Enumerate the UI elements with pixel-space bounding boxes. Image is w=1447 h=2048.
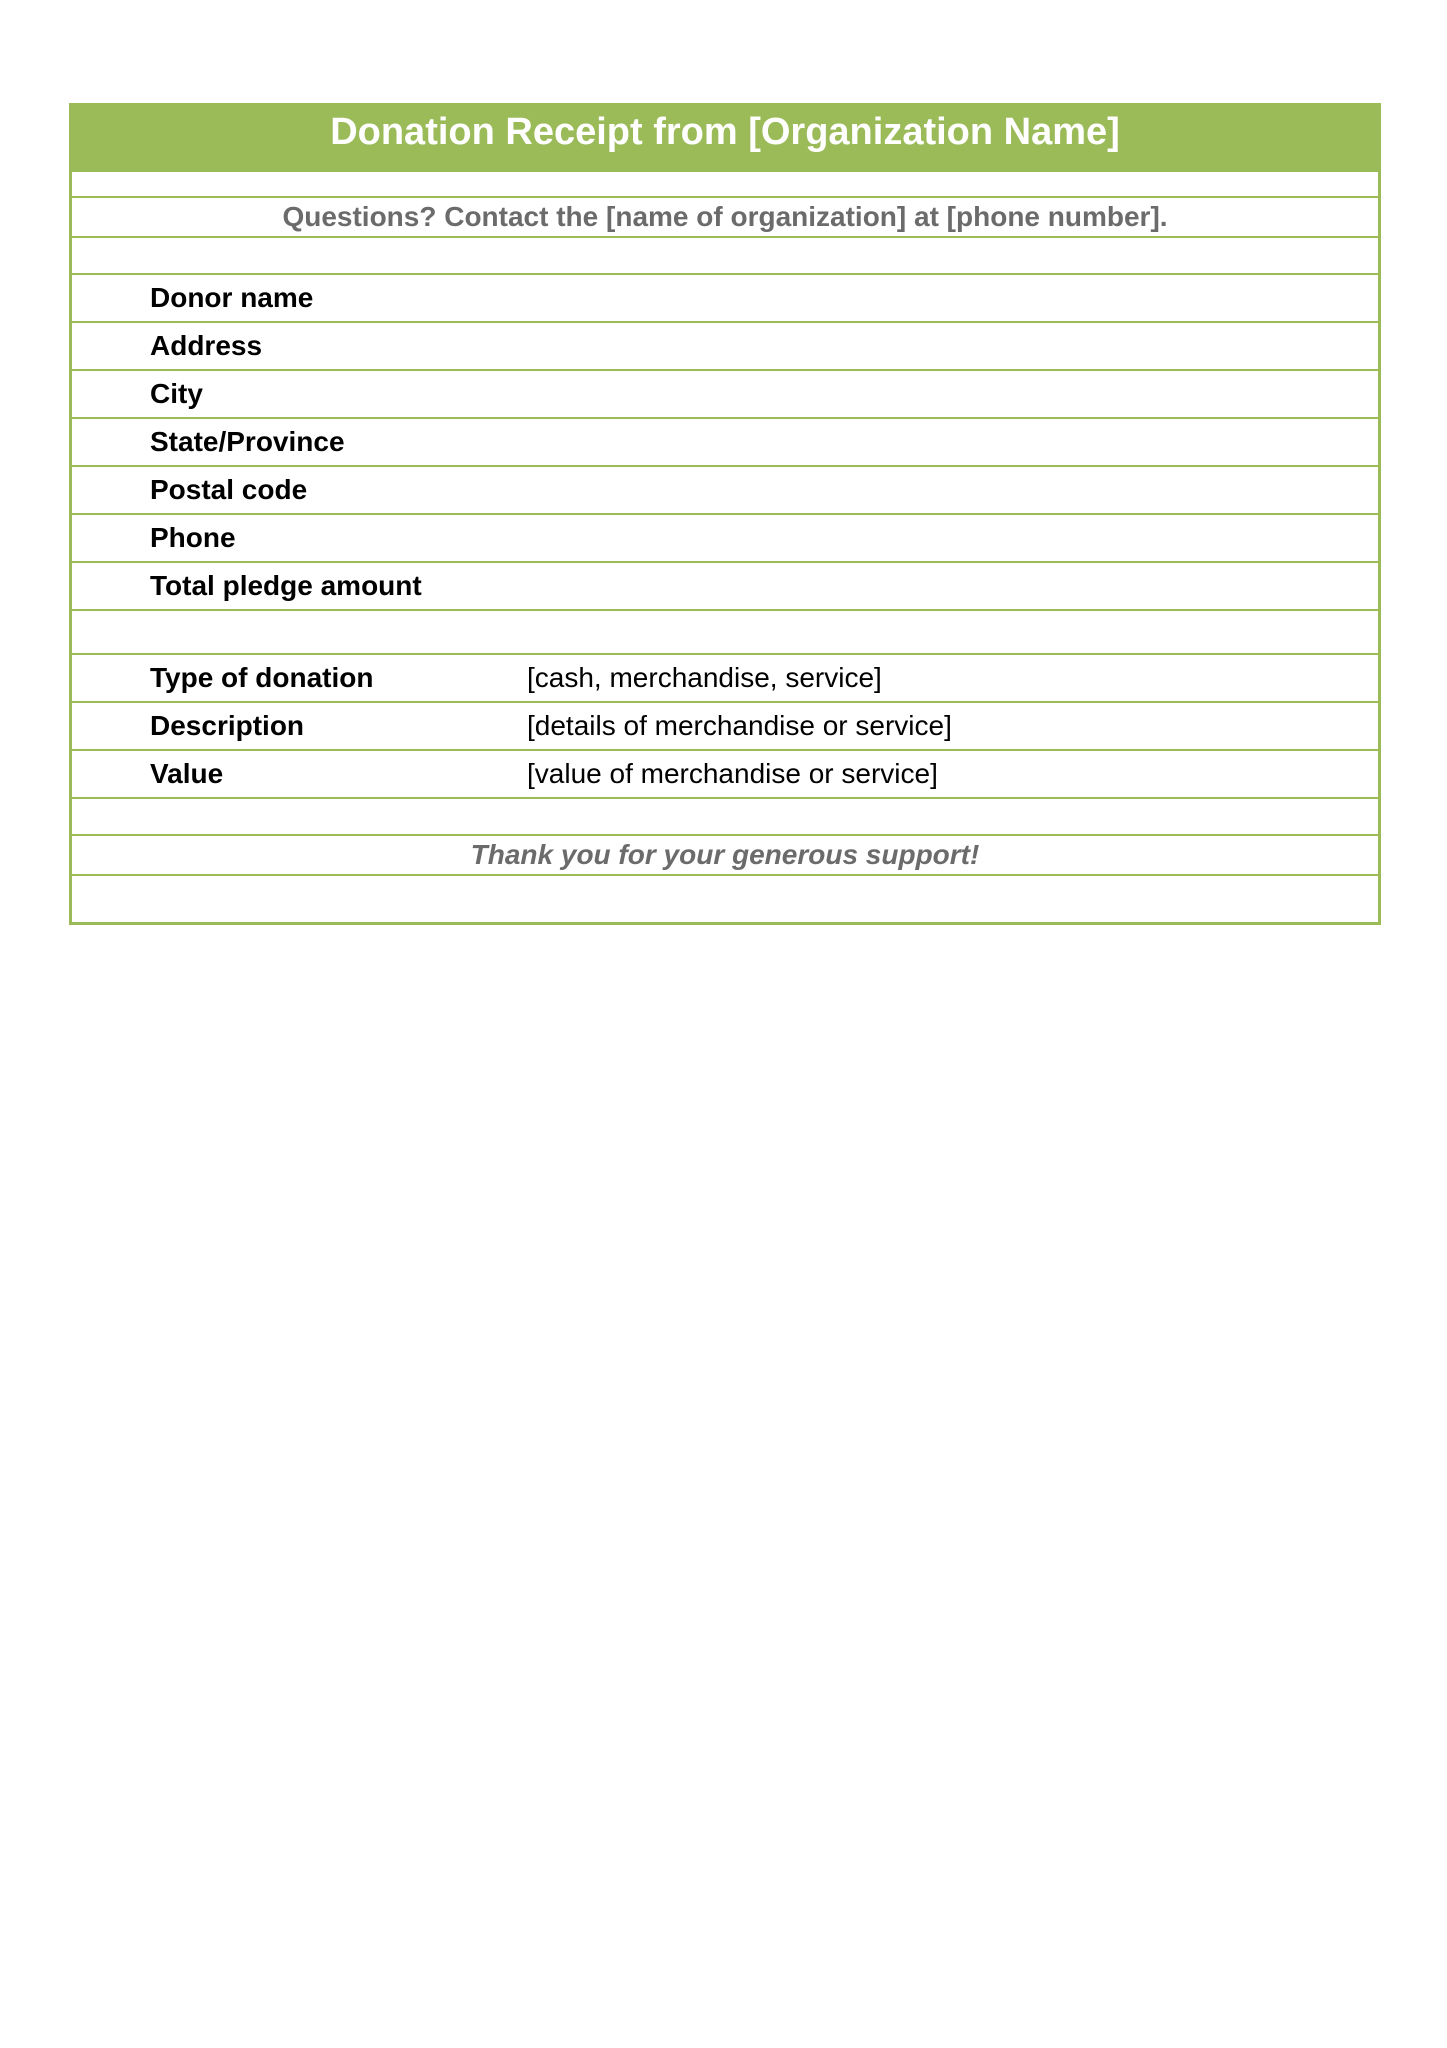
field-label: Postal code — [150, 474, 308, 505]
spacer-row — [72, 238, 1378, 275]
field-row-total-pledge — [72, 563, 1378, 611]
field-value: [cash, merchandise, service] — [527, 662, 882, 693]
spacer-row — [72, 876, 1378, 922]
donation-receipt — [69, 103, 1381, 925]
field-row-description — [72, 703, 1378, 751]
field-label: Description — [150, 710, 305, 741]
field-value: [details of merchandise or service] — [527, 710, 952, 741]
spacer-row — [72, 799, 1378, 836]
field-label: Type of donation — [150, 662, 374, 693]
field-label: Address — [150, 330, 263, 361]
spacer-row — [72, 172, 1378, 198]
field-row-donor-name — [72, 275, 1378, 323]
field-label: Value — [150, 758, 224, 789]
thank-you-line: Thank you for your generous support! — [72, 836, 1378, 876]
receipt-title: Donation Receipt from [Organization Name] — [72, 106, 1378, 172]
field-label: City — [150, 378, 203, 409]
field-row-donation-type — [72, 655, 1378, 703]
field-row-postal-code — [72, 467, 1378, 515]
field-row-state-province — [72, 419, 1378, 467]
field-label: State/Province — [150, 426, 345, 457]
field-label: Phone — [150, 522, 236, 553]
field-label: Donor name — [150, 282, 314, 313]
contact-line: Questions? Contact the [name of organization] at [phone number]. — [72, 198, 1378, 238]
spacer-row — [72, 611, 1378, 655]
field-row-phone — [72, 515, 1378, 563]
field-value: [value of merchandise or service] — [527, 758, 938, 789]
field-label: Total pledge amount — [150, 570, 422, 601]
field-row-address — [72, 323, 1378, 371]
field-row-value — [72, 751, 1378, 799]
field-row-city — [72, 371, 1378, 419]
